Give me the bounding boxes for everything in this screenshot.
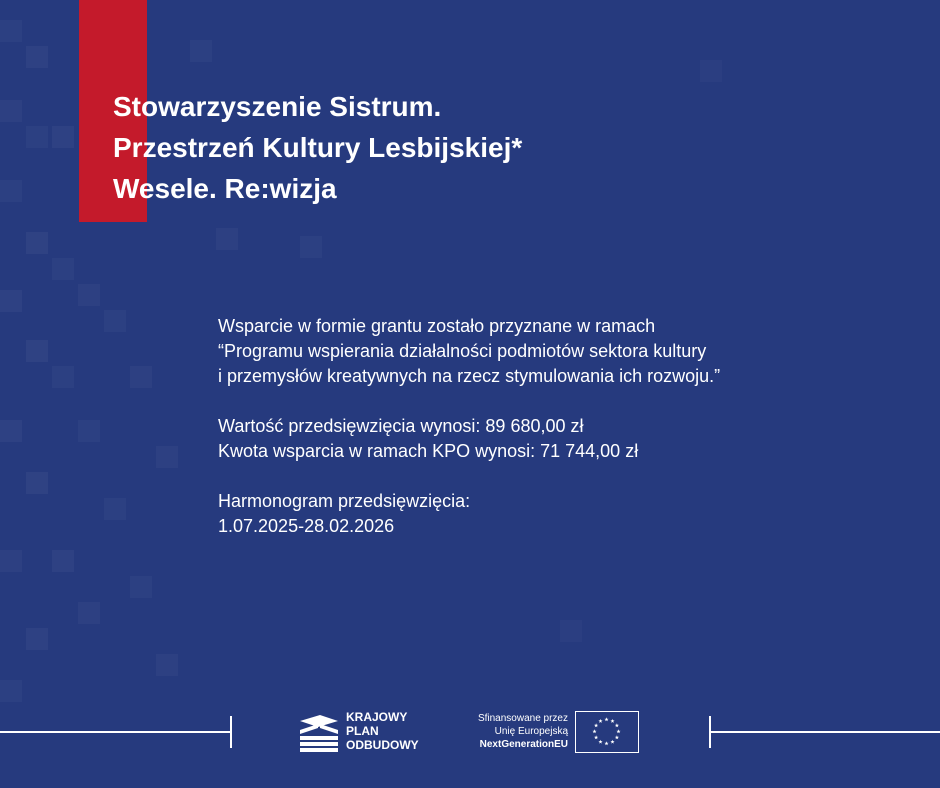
eu-star <box>592 729 596 733</box>
footer-divider-left <box>0 731 231 733</box>
eu-star <box>604 741 608 745</box>
footer-tick-left <box>230 716 232 748</box>
eu-star <box>610 740 614 744</box>
title-line-2: Przestrzeń Kultury Lesbijskiej* <box>113 132 523 163</box>
total-value: Wartość przedsięwzięcia wynosi: 89 680,00 zł <box>218 416 584 436</box>
schedule-label: Harmonogram przedsięwzięcia: <box>218 491 471 511</box>
kpo-line-1: KRAJOWY <box>346 710 408 724</box>
eu-star <box>616 729 620 733</box>
eu-star <box>615 723 619 727</box>
page-title <box>113 86 522 209</box>
footer-divider-right <box>710 731 940 733</box>
eu-star <box>594 735 598 739</box>
grant-line-2: “Programu wspierania działalności podmiotów sektora kultury <box>218 341 707 361</box>
title-line-1: Stowarzyszenie Sistrum. <box>113 91 442 122</box>
eu-line-3: NextGenerationEU <box>479 739 568 750</box>
title-line-3: Wesele. Re:wizja <box>113 173 337 204</box>
eu-line-2: Unię Europejską <box>494 726 568 737</box>
values-paragraph <box>218 414 720 464</box>
grant-line-1: Wsparcie w formie grantu zostało przyznane w ramach <box>218 316 656 336</box>
eu-star <box>594 723 598 727</box>
grant-line-3: i przemysłów kreatywnych na rzecz stymulowania ich rozwoju.” <box>218 366 721 386</box>
eu-star <box>604 717 608 721</box>
kpo-logo-text <box>346 710 419 752</box>
eu-star <box>610 719 614 723</box>
schedule-paragraph <box>218 489 720 539</box>
schedule-dates: 1.07.2025-28.02.2026 <box>218 516 395 536</box>
eu-star <box>598 719 602 723</box>
kpo-line-3: ODBUDOWY <box>346 738 419 752</box>
eu-star <box>615 735 619 739</box>
grant-paragraph <box>218 314 720 389</box>
eu-logo-text <box>440 712 568 751</box>
grant-info <box>218 314 720 564</box>
kpo-value: Kwota wsparcia w ramach KPO wynosi: 71 744,00 zł <box>218 441 639 461</box>
kpo-line-2: PLAN <box>346 724 379 738</box>
eu-flag-icon <box>575 711 639 753</box>
eu-stars-icon <box>576 712 637 751</box>
eu-line-1: Sfinansowane przez <box>477 713 568 724</box>
kpo-stacked-bars-icon <box>298 712 340 752</box>
eu-star <box>598 740 602 744</box>
